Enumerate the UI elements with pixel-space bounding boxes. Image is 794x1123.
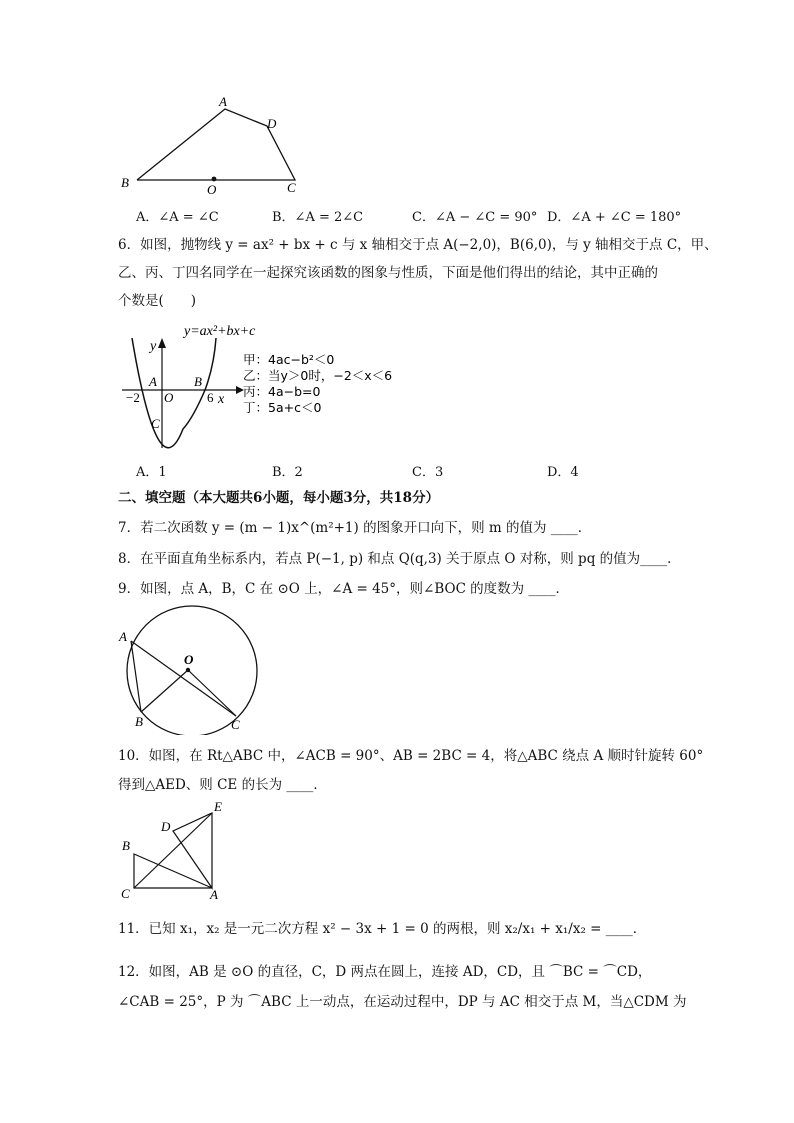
parabola-curve-left-upper: [132, 338, 147, 390]
label-C: C: [151, 416, 160, 431]
tick-6: 6: [207, 390, 214, 405]
q10-text-line2: 得到△AED、则 CE 的长为 ____．: [118, 777, 327, 793]
q10-label-E: E: [214, 799, 222, 814]
q6-figure: [118, 318, 418, 453]
q8-text: 8．在平面直角坐标系内，若点 P(−1, p) 和点 Q(q,3) 关于原点 O 对称，则 pq 的值为____．: [118, 551, 681, 567]
label-O: O: [164, 390, 174, 405]
q9-label-A: A: [119, 629, 127, 644]
q5-option-a: A．∠A = ∠C: [136, 210, 219, 225]
tick-neg2: −2: [126, 390, 140, 405]
conclusion-bing: 丙：4a−b=0: [243, 384, 321, 399]
q12-text-line1: 12．如图，AB 是 ⊙O 的直径，C，D 两点在圆上，连接 AD，CD，且 ⌒BC = ⌒CD，: [118, 964, 652, 980]
conclusion-yi: 乙：当y＞0时，−2＜x＜6: [243, 368, 393, 383]
q10-label-D: D: [161, 819, 171, 834]
axis-y-label: y: [150, 339, 157, 354]
q6-text-line1: 6．如图，抛物线 y = ax² + bx + c 与 x 轴相交于点 A(−2,0)，B(6,0)，与 y 轴相交于点 C，甲、: [118, 237, 718, 253]
axis-x-label: x: [218, 392, 225, 407]
q5-figure: [110, 88, 320, 200]
q12-text-line2: ∠CAB = 25°，P 为 ⌒ABC 上一动点，在运动过程中，DP 与 AC 相交于点 M，当△CDM 为: [118, 994, 687, 1010]
q7-text: 7．若二次函数 y = (m − 1)x^(m²+1) 的图象开口向下，则 m 的值为 ____．: [118, 520, 592, 536]
q5-label-B: B: [121, 175, 129, 190]
q5-label-A: A: [219, 94, 227, 109]
q6-option-b: B．2: [272, 465, 303, 480]
q9-figure: [114, 605, 264, 735]
q5-option-d: D．∠A + ∠C = 180°: [547, 210, 682, 225]
radius-OB: [141, 670, 188, 712]
q6-option-d: D．4: [547, 465, 579, 480]
q10-figure: [118, 797, 238, 902]
circle-O: [127, 606, 257, 735]
q10-label-A: A: [210, 887, 218, 902]
q10-label-B: B: [122, 838, 130, 853]
section2-heading: 二、填空题（本大题共6小题，每小题3分，共18分）: [118, 490, 440, 506]
q5-label-C: C: [287, 180, 296, 195]
label-B: B: [194, 374, 202, 389]
q9-label-C: C: [231, 717, 240, 732]
q5-option-c: C．∠A − ∠C = 90°: [412, 210, 538, 225]
point-O: [212, 177, 217, 182]
radius-OC: [188, 670, 236, 716]
triangle-AED: [173, 813, 212, 888]
q10-label-C: C: [121, 886, 130, 901]
q9-label-O: O: [184, 652, 194, 667]
q6-equation: y=ax²+bx+c: [184, 324, 256, 339]
conclusion-ding: 丁：5a+c＜0: [243, 400, 322, 415]
conclusion-jia: 甲：4ac−b²＜0: [243, 352, 335, 367]
q6-text-line3: 个数是( ): [118, 293, 197, 309]
y-axis-arrow: [158, 338, 166, 348]
q6-option-c: C．3: [412, 465, 444, 480]
parabola-curve: [132, 338, 216, 448]
q6-option-a: A．1: [136, 465, 167, 480]
segment-CE: [134, 813, 212, 888]
q10-text-line1: 10．如图，在 Rt△ABC 中，∠ACB = 90°、AB = 2BC = 4，将△ABC 绕点 A 顺时针旋转 60°: [118, 748, 704, 764]
q11-text: 11．已知 x₁，x₂ 是一元二次方程 x² − 3x + 1 = 0 的两根，则 x₂/x₁ + x₁/x₂ = ____．: [118, 921, 647, 937]
q6-text-line2: 乙、丙、丁四名同学在一起探究该函数的图象与性质，下面是他们得出的结论，其中正确的: [118, 265, 658, 281]
q5-label-D: D: [267, 116, 277, 131]
q9-label-B: B: [135, 714, 143, 729]
chord-AB: [131, 641, 141, 712]
q5-label-O: O: [207, 182, 217, 197]
q5-option-b: B．∠A = 2∠C: [272, 210, 364, 225]
label-A: A: [149, 374, 157, 389]
q9-text: 9．如图，点 A，B，C 在 ⊙O 上，∠A = 45°，则∠BOC 的度数为 ____．: [118, 581, 569, 597]
